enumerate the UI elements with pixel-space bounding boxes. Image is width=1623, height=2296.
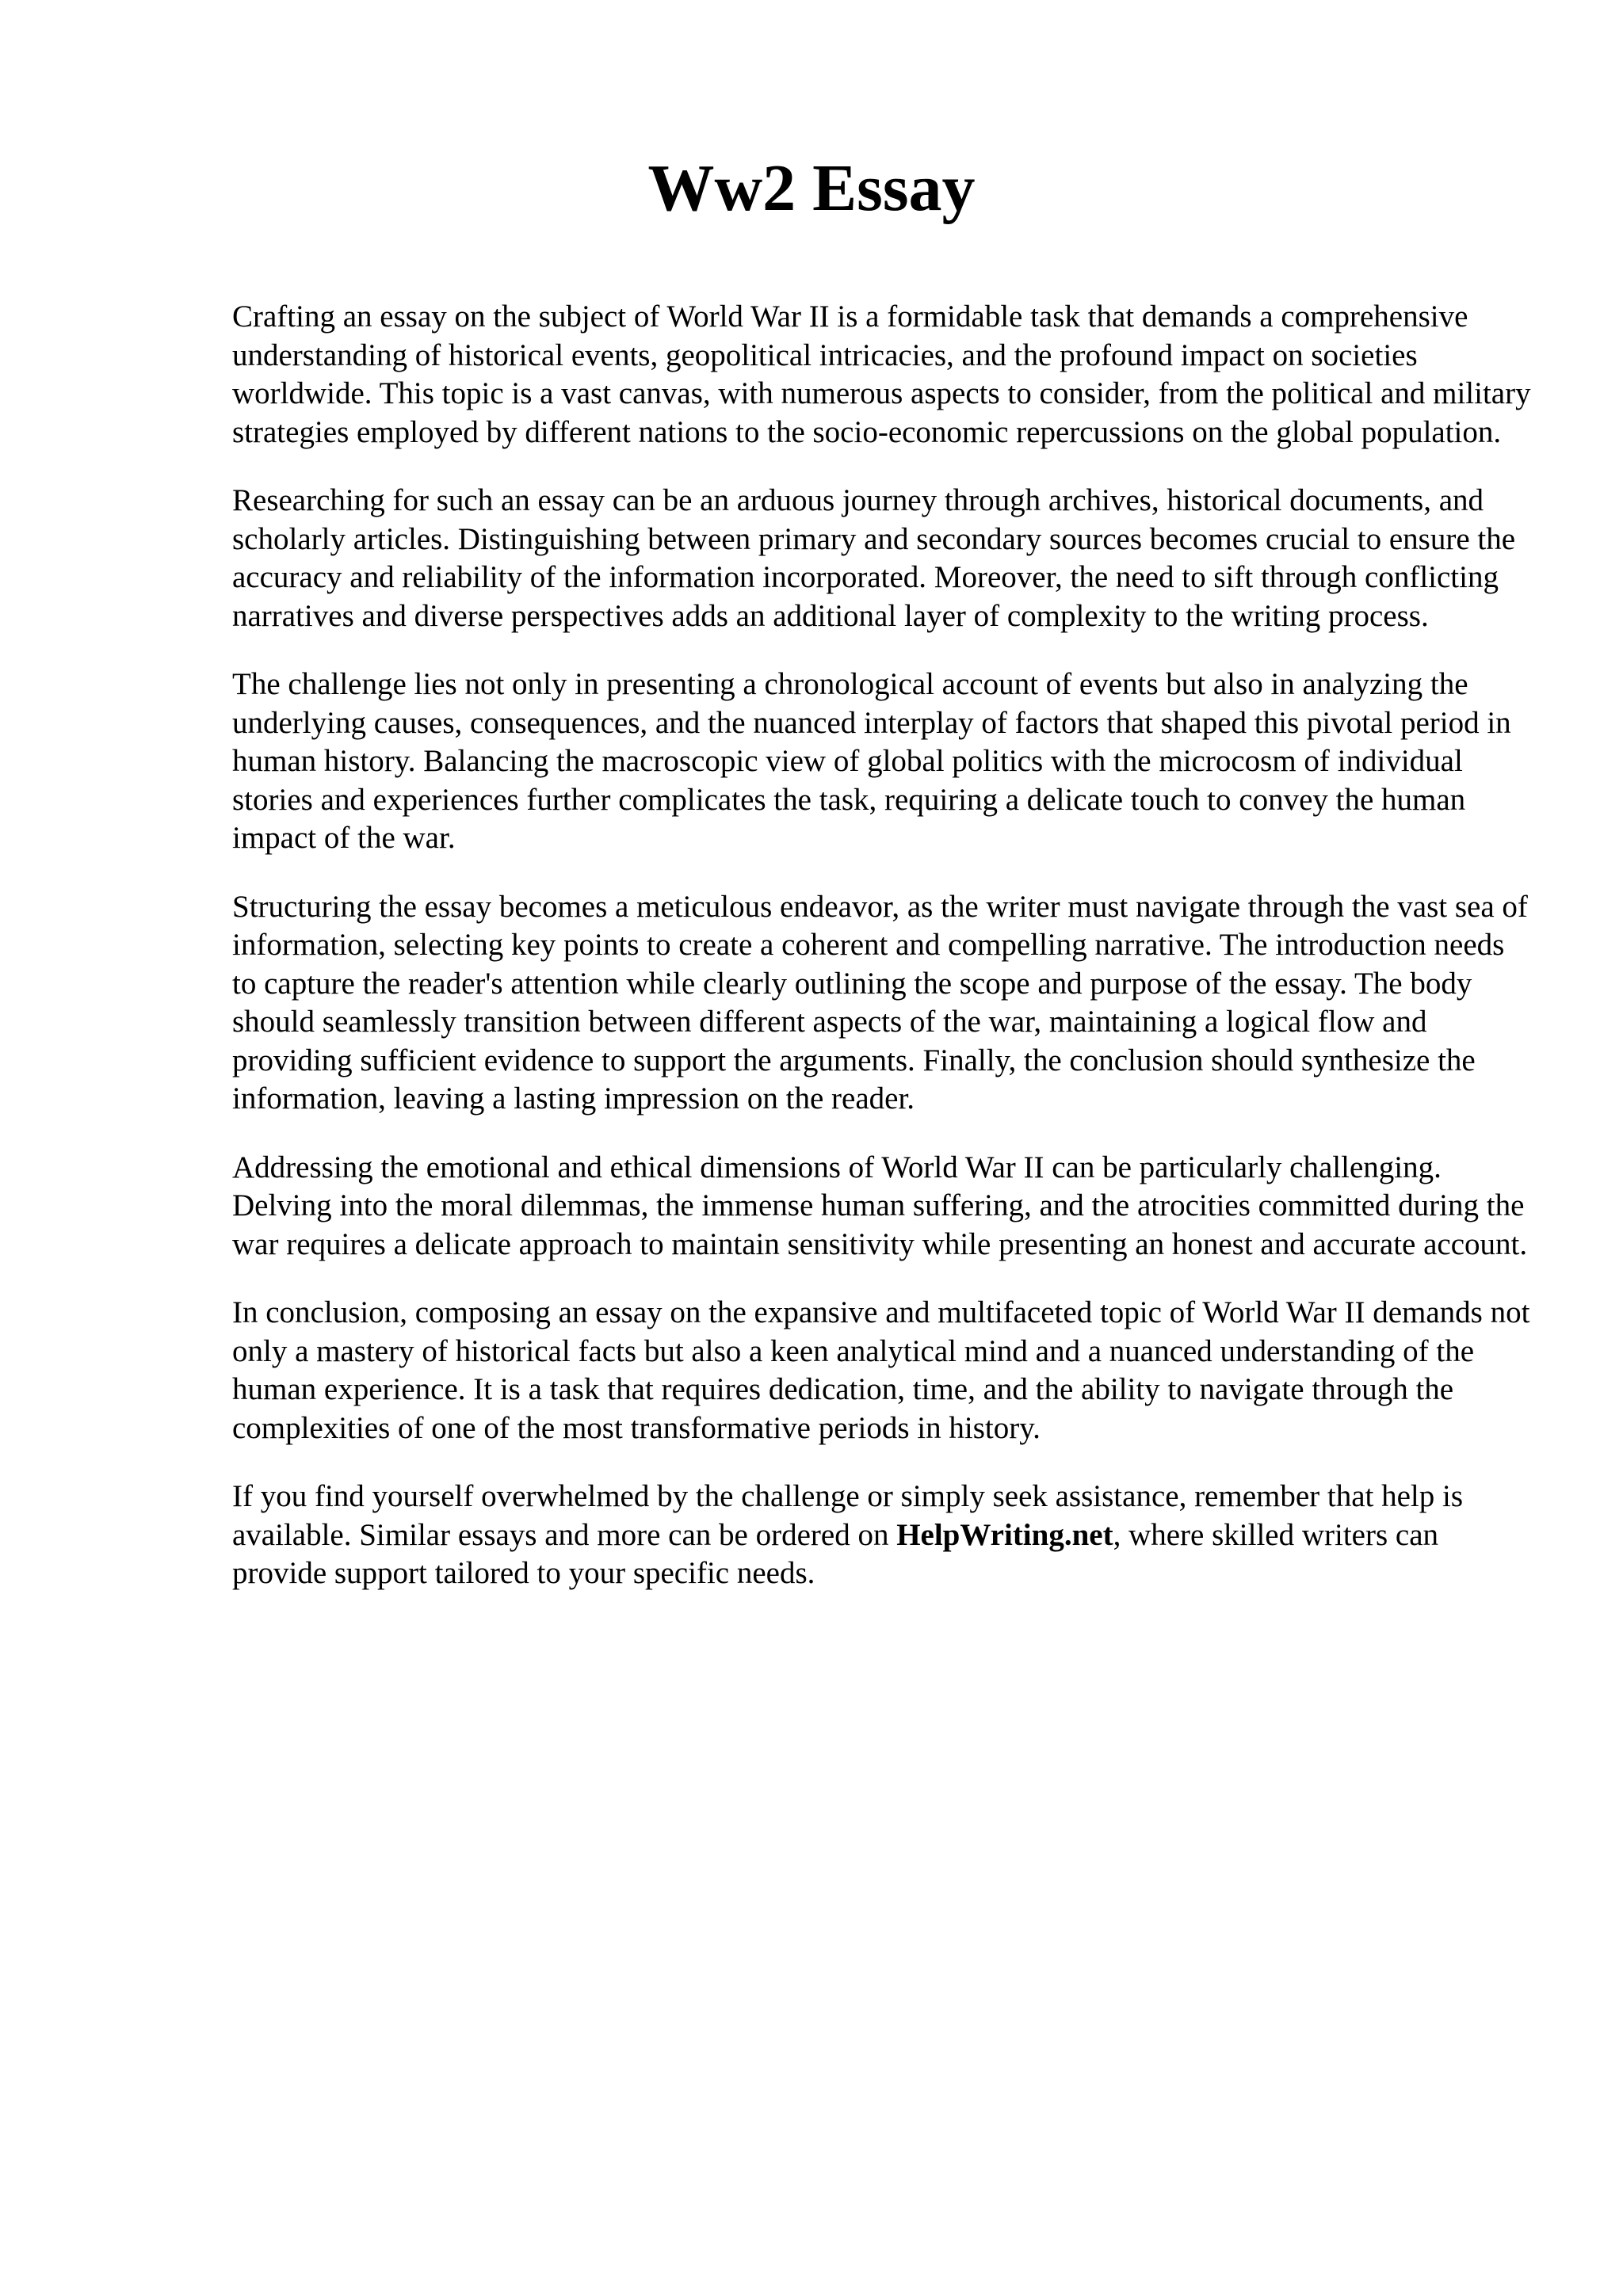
paragraph-3: The challenge lies not only in presenting a chronological account of events but also in analyzing the underlying causes, consequences, and the nuanced interplay of factors that shaped this pivotal period in human history. Balancing the macroscopic view of global politics with the microcosm of individual stories and experiences further complicates the task, requiring a delicate touch to convey the human impact of the war. bbox=[232, 667, 1511, 855]
paragraph-5: Addressing the emotional and ethical dimensions of World War II can be particularly challenging. Delving into the moral dilemmas, the immense human suffering, and the atrocities committed during the war requires a delicate approach to maintain sensitivity while presenting an honest and accurate account. bbox=[232, 1150, 1528, 1261]
paragraph-1: Crafting an essay on the subject of World War II is a formidable task that demands a comprehensive understanding of historical events, geopolitical intricacies, and the profound impact on societies worldwide. This topic is a vast canvas, with numerous aspects to consider, from the political and military strategies employed by different nations to the socio-economic repercussions on the global population. bbox=[232, 299, 1531, 449]
essay-body bbox=[232, 298, 1532, 1623]
helpwriting-link[interactable]: HelpWriting.net bbox=[896, 1517, 1113, 1552]
paragraph-6: In conclusion, composing an essay on the expansive and multifaceted topic of World War II demands not only a mastery of historical facts but also a keen analytical mind and a nuanced understanding of the human experience. It is a task that requires dedication, time, and the ability to navigate through the complexities of one of the most transformative periods in history. bbox=[232, 1295, 1530, 1445]
page-title: Ww2 Essay bbox=[647, 151, 976, 225]
closing-paragraph bbox=[232, 1478, 1532, 1593]
paragraph-2: Researching for such an essay can be an arduous journey through archives, historical documents, and scholarly articles. Distinguishing between primary and secondary sources becomes crucial to ensure the accuracy and reliability of the information incorporated. Moreover, the need to sift through conflicting narratives and diverse perspectives adds an additional layer of complexity to the writing process. bbox=[232, 483, 1516, 633]
paragraph-4: Structuring the essay becomes a meticulous endeavor, as the writer must navigate through the vast sea of information, selecting key points to create a coherent and compelling narrative. The introduction needs to capture the reader's attention while clearly outlining the scope and purpose of the essay. The body should seamlessly transition between different aspects of the war, maintaining a logical flow and providing sufficient evidence to support the arguments. Finally, the conclusion should synthesize the information, leaving a lasting impression on the reader. bbox=[232, 889, 1528, 1116]
closing-text-after: , where skilled writers can provide support tailored to your specific needs. bbox=[232, 1517, 1439, 1590]
closing-text-before: If you find yourself overwhelmed by the challenge or simply seek assistance, remember that help is available. Similar essays and more can be ordered on bbox=[232, 1479, 1464, 1552]
